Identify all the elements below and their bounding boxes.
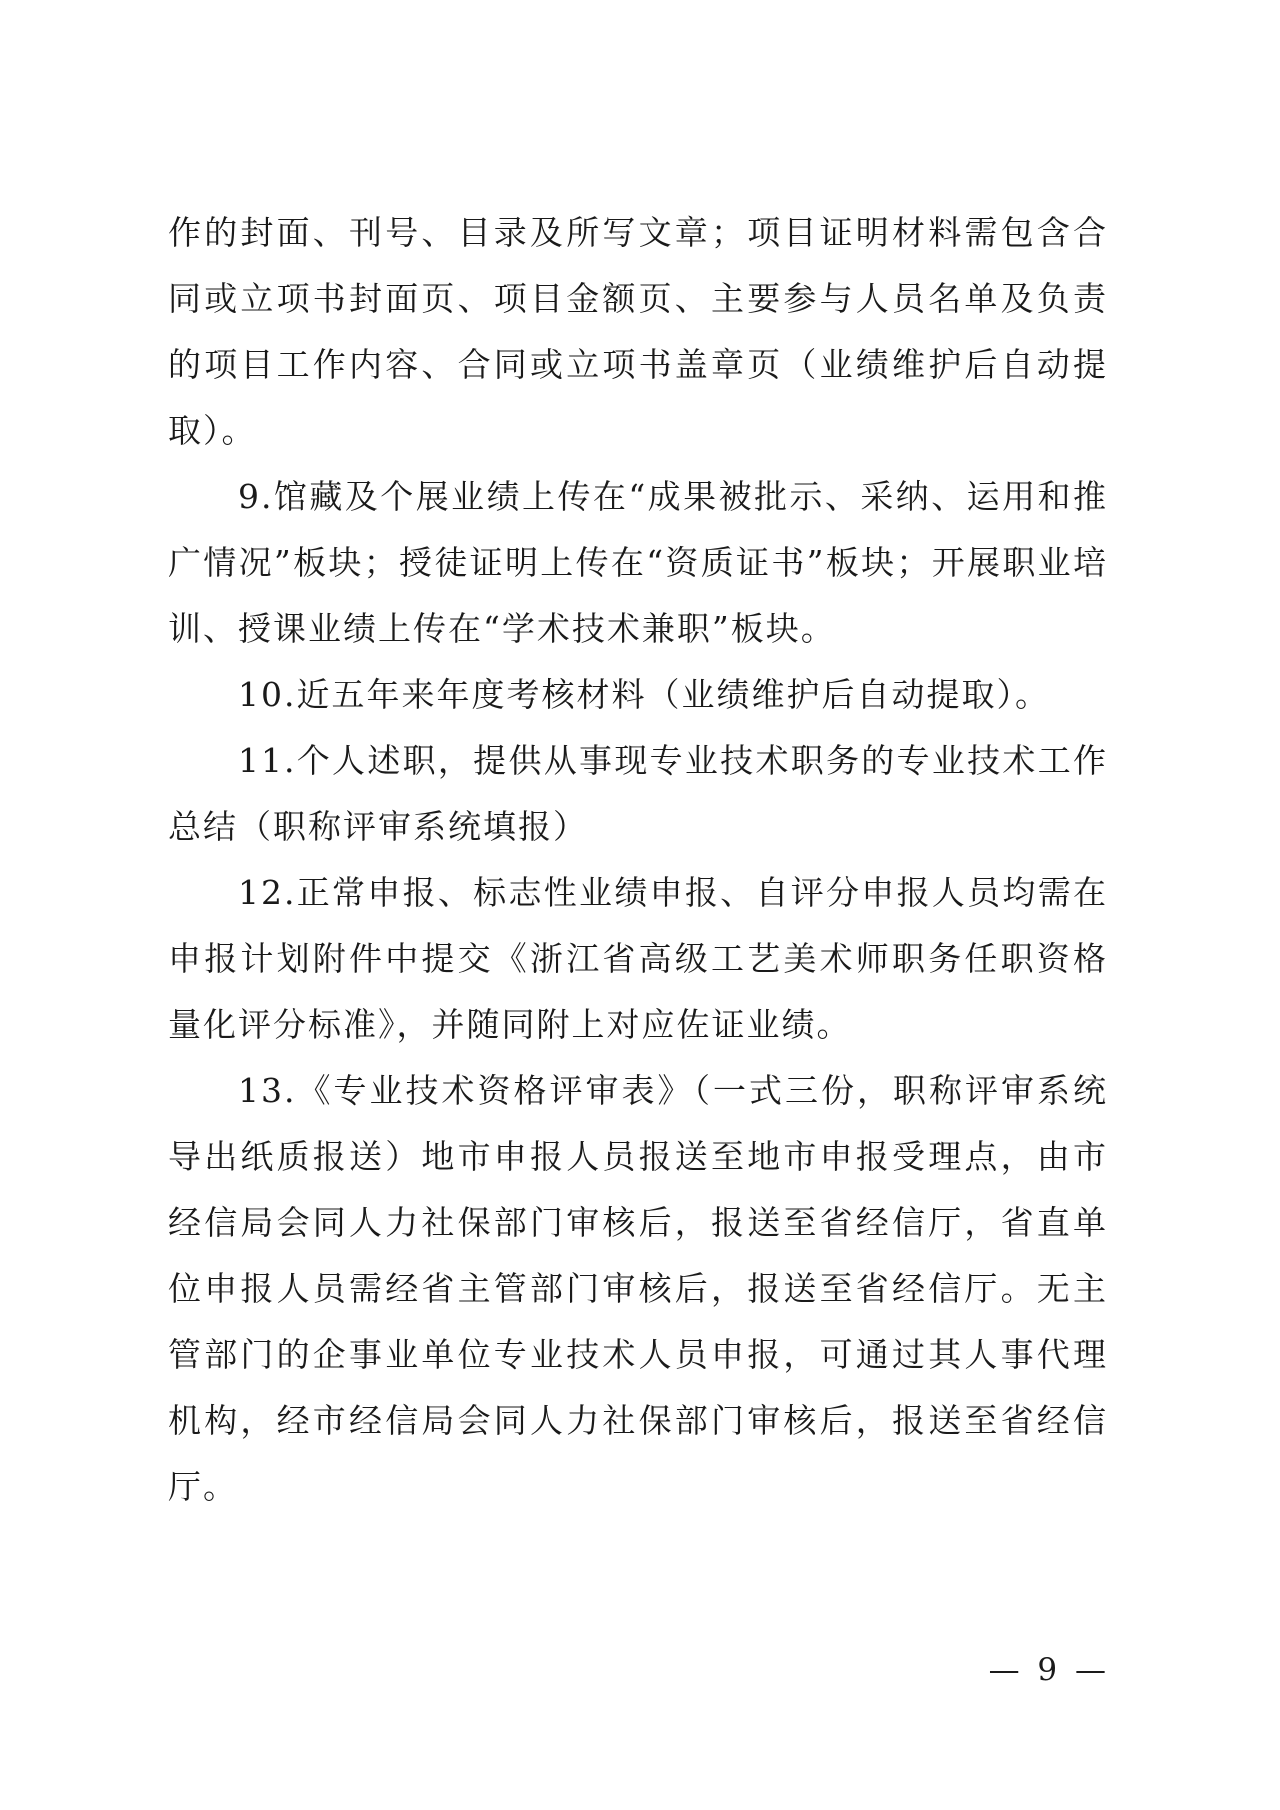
paragraph-item-13: 13.《专业技术资格评审表》（一式三份，职称评审系统导出纸质报送）地市申报人员报送至地市申报受理点，由市经信局会同人力社保部门审核后，报送至省经信厅，省直单位申报人员需经省主管部门审核后，报送至省经信厅。无主管部门的企事业单位专业技术人员申报，可通过其人事代理机构，经市经信局会同人力社保部门审核后，报送至省经信厅。 — [168, 1071, 1108, 1506]
paragraph-item-9: 9.馆藏及个展业绩上传在“成果被批示、采纳、运用和推广情况”板块；授徒证明上传在“资质证书”板块；开展职业培训、授课业绩上传在“学术技术兼职”板块。 — [168, 477, 1108, 648]
paragraph-item-12: 12.正常申报、标志性业绩申报、自评分申报人员均需在申报计划附件中提交《浙江省高级工艺美术师职务任职资格量化评分标准》，并随同附上对应佐证业绩。 — [168, 873, 1108, 1044]
paragraph-item-8-continued: 作的封面、刊号、目录及所写文章；项目证明材料需包含合同或立项书封面页、项目金额页、主要参与人员名单及负责的项目工作内容、合同或立项书盖章页（业绩维护后自动提取）。 — [168, 213, 1108, 450]
document-body — [168, 200, 1108, 1520]
page-number: — 9 — — [988, 1652, 1110, 1688]
paragraph-item-10: 10.近五年来年度考核材料（业绩维护后自动提取）。 — [238, 675, 1050, 714]
paragraph-item-11: 11.个人述职，提供从事现专业技术职务的专业技术工作总结（职称评审系统填报） — [168, 741, 1108, 846]
